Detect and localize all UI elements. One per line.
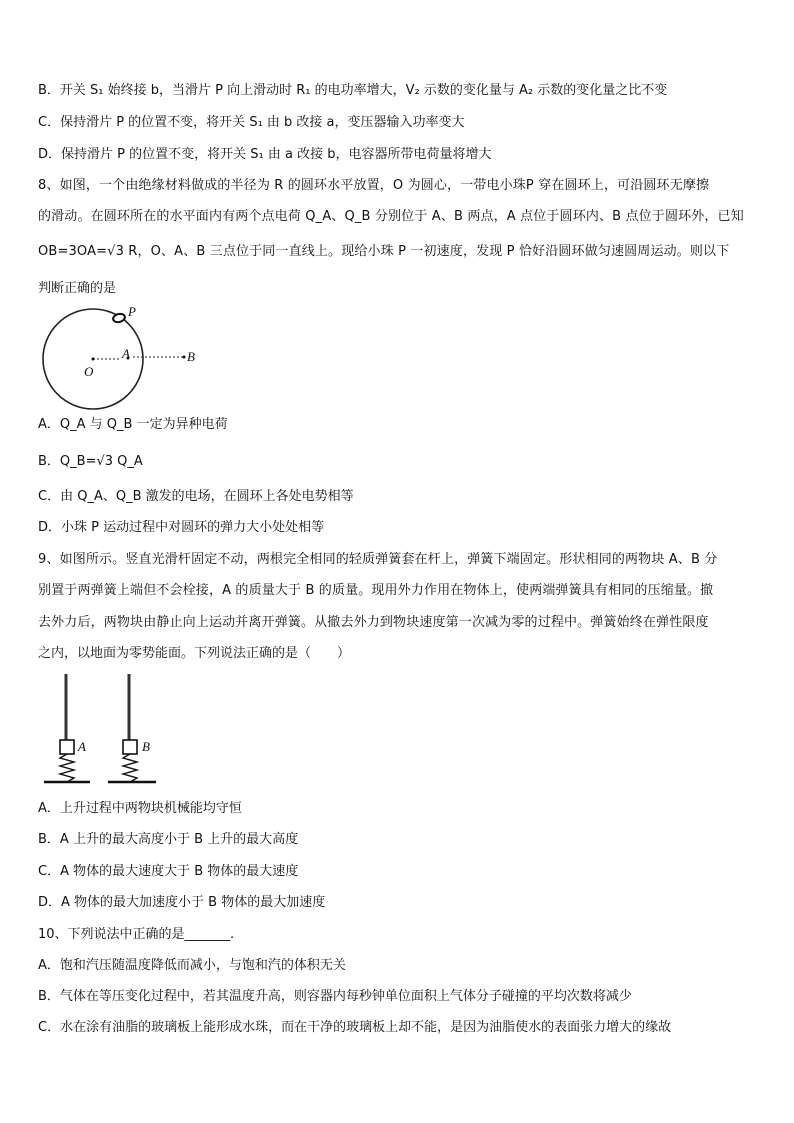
spring-b (123, 754, 137, 782)
label-spring-b: B (142, 739, 150, 754)
question-8-line-2: 的滑动。在圆环所在的水平面内有两个点电荷 Q_A、Q_B 分别位于 A、B 两点，A 点位于圆环内、B 点位于圆环外，已知 (38, 209, 744, 224)
block-a (60, 740, 74, 754)
option-c-q10: C．水在涂有油脂的玻璃板上能形成水珠，而在干净的玻璃板上却不能，是因为油脂使水的表面张力增大的缘故 (38, 1020, 672, 1035)
label-b: B (187, 349, 195, 364)
option-d-q9: D．A 物体的最大加速度小于 B 物体的最大加速度 (38, 895, 326, 910)
label-spring-a: A (78, 739, 86, 754)
point-o (92, 358, 95, 361)
point-b (183, 356, 186, 359)
spring-a (60, 754, 74, 782)
option-d-q7: D．保持滑片 P 的位置不变，将开关 S₁ 由 a 改接 b，电容器所带电荷量将增大 (38, 147, 492, 162)
option-a-q10: A．饱和汽压随温度降低而减小，与饱和汽的体积无关 (38, 958, 346, 973)
label-p: P (128, 304, 136, 319)
question-8-line-3: OB=3OA=√3 R，O、A、B 三点位于同一直线上。现给小珠 P 一初速度，发现 P 恰好沿圆环做匀速圆周运动。则以下 (38, 244, 730, 259)
ring-diagram (38, 302, 228, 402)
question-9-line-1: 9、如图所示。竖直光滑杆固定不动，两根完全相同的轻质弹簧套在杆上，弹簧下端固定。形状相同的两物块 A、B 分 (38, 552, 718, 567)
option-c-q7: C．保持滑片 P 的位置不变，将开关 S₁ 由 b 改接 a，变压器输入功率变大 (38, 115, 465, 130)
option-b-q7: B．开关 S₁ 始终接 b，当滑片 P 向上滑动时 R₁ 的电功率增大，V₂ 示数的变化量与 A₂ 示数的变化量之比不变 (38, 83, 668, 98)
question-8-line-4: 判断正确的是 (38, 281, 117, 296)
spring-diagram (38, 668, 163, 788)
option-d-q8: D．小珠 P 运动过程中对圆环的弹力大小处处相等 (38, 520, 325, 535)
question-10-stem: 10、下列说法中正确的是_______. (38, 927, 235, 942)
option-a-q9: A．上升过程中两物块机械能均守恒 (38, 801, 242, 816)
question-9-line-3: 去外力后，两物块由静止向上运动并离开弹簧。从撤去外力到物块速度第一次减为零的过程中。弹簧始终在弹性限度 (38, 615, 709, 630)
label-o: O (84, 364, 94, 379)
option-b-q9: B．A 上升的最大高度小于 B 上升的最大高度 (38, 832, 299, 847)
option-c-q8: C．由 Q_A、Q_B 激发的电场，在圆环上各处电势相等 (38, 489, 354, 504)
option-a-q8: A．Q_A 与 Q_B 一定为异种电荷 (38, 417, 228, 432)
option-b-q10: B．气体在等压变化过程中，若其温度升高，则容器内每秒钟单位面积上气体分子碰撞的平均次数将减少 (38, 989, 632, 1004)
block-b (123, 740, 137, 754)
question-9-line-2: 别置于两弹簧上端但不会栓接，A 的质量大于 B 的质量。现用外力作用在物体上，使两端弹簧具有相同的压缩量。撤 (38, 583, 714, 598)
question-9-line-4: 之内，以地面为零势能面。下列说法正确的是（ ） (38, 646, 351, 661)
option-c-q9: C．A 物体的最大速度大于 B 物体的最大速度 (38, 864, 299, 879)
option-b-q8: B．Q_B=√3 Q_A (38, 454, 143, 469)
question-8-line-1: 8、如图，一个由绝缘材料做成的半径为 R 的圆环水平放置，O 为圆心，一带电小珠P 穿在圆环上，可沿圆环无摩擦 (38, 178, 710, 193)
label-a: A (122, 346, 130, 361)
